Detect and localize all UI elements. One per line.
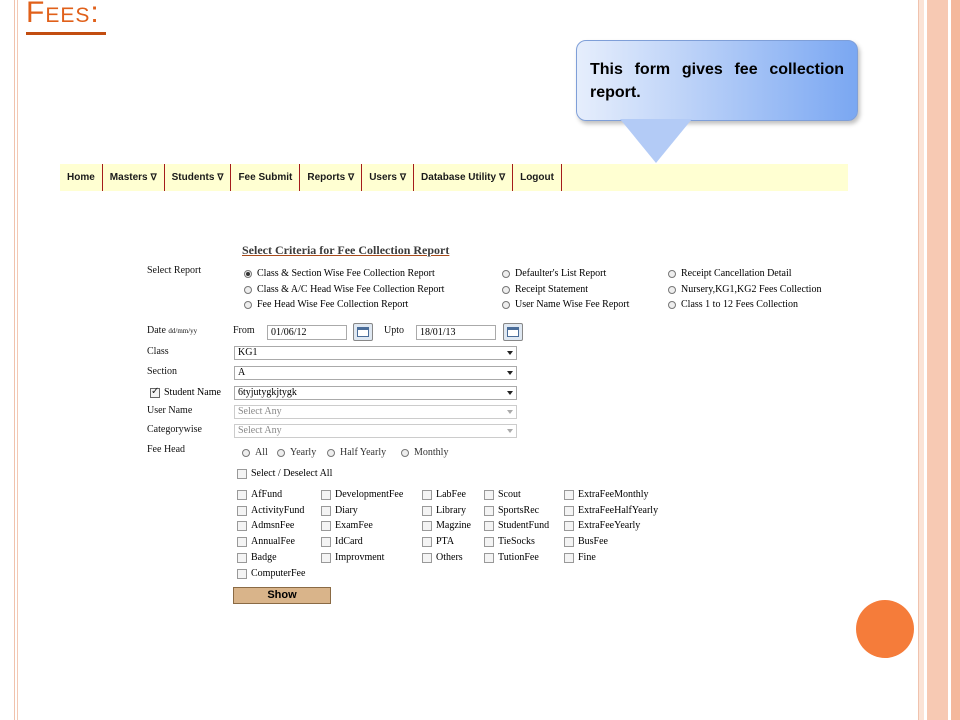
fee-checkbox-idcard[interactable]: IdCard xyxy=(321,536,363,547)
fee-checkbox-extrafeehalfyearly[interactable]: ExtraFeeHalfYearly xyxy=(564,505,658,516)
fee-checkbox-affund[interactable]: AfFund xyxy=(237,489,282,500)
radio-fee-head-wise[interactable]: Fee Head Wise Fee Collection Report xyxy=(244,299,408,310)
callout-text: This form gives fee collection report. xyxy=(590,61,844,101)
upto-date-input[interactable]: 18/01/13 xyxy=(416,325,496,340)
radio-fee-head-yearly[interactable]: Yearly xyxy=(277,447,316,458)
chevron-down-icon xyxy=(507,410,513,414)
fee-head-label: Fee Head xyxy=(147,444,186,455)
menu-home[interactable]: Home xyxy=(60,164,103,191)
fee-checkbox-scout[interactable]: Scout xyxy=(484,489,521,500)
form-title: Select Criteria for Fee Collection Report xyxy=(242,243,450,257)
student-name-checkbox[interactable]: ✓ Student Name xyxy=(150,387,221,398)
categorywise-label: Categorywise xyxy=(147,424,202,435)
class-label: Class xyxy=(147,346,169,357)
radio-user-name-wise[interactable]: User Name Wise Fee Report xyxy=(502,299,629,310)
fee-checkbox-magzine[interactable]: Magzine xyxy=(422,520,471,531)
menu-reports[interactable]: Reports ∇ xyxy=(300,164,362,191)
fee-checkbox-extrafeemonthly[interactable]: ExtraFeeMonthly xyxy=(564,489,649,500)
chevron-down-icon xyxy=(507,391,513,395)
from-label: From xyxy=(233,325,255,336)
fee-checkbox-library[interactable]: Library xyxy=(422,505,466,516)
chevron-down-icon xyxy=(507,429,513,433)
radio-fee-head-monthly[interactable]: Monthly xyxy=(401,447,448,458)
menu-database-utility[interactable]: Database Utility ∇ xyxy=(414,164,513,191)
dropdown-arrow-icon: ∇ xyxy=(217,172,224,182)
fee-checkbox-admsnfee[interactable]: AdmsnFee xyxy=(237,520,294,531)
user-name-select[interactable]: Select Any xyxy=(234,405,517,419)
fee-checkbox-fine[interactable]: Fine xyxy=(564,552,596,563)
fee-checkbox-improvment[interactable]: Improvment xyxy=(321,552,384,563)
date-format-hint: dd/mm/yy xyxy=(168,327,198,335)
fee-checkbox-sportsrec[interactable]: SportsRec xyxy=(484,505,539,516)
chevron-down-icon xyxy=(507,371,513,375)
fee-checkbox-studentfund[interactable]: StudentFund xyxy=(484,520,549,531)
chevron-down-icon xyxy=(507,351,513,355)
radio-fee-head-half-yearly[interactable]: Half Yearly xyxy=(327,447,386,458)
radio-defaulters-list[interactable]: Defaulter's List Report xyxy=(502,268,606,279)
callout-tail xyxy=(620,119,692,163)
user-name-label: User Name xyxy=(147,405,193,416)
dropdown-arrow-icon: ∇ xyxy=(150,172,157,182)
menu-masters[interactable]: Masters ∇ xyxy=(103,164,165,191)
fee-checkbox-labfee[interactable]: LabFee xyxy=(422,489,466,500)
radio-dot-selected xyxy=(244,270,252,278)
slide-title-underline xyxy=(26,32,106,35)
slide-left-border xyxy=(0,0,18,720)
decorative-circle xyxy=(856,600,914,658)
fee-checkbox-computerfee[interactable]: ComputerFee xyxy=(237,568,305,579)
class-select[interactable]: KG1 xyxy=(234,346,517,360)
calendar-icon[interactable] xyxy=(503,323,523,341)
fee-checkbox-tiesocks[interactable]: TieSocks xyxy=(484,536,535,547)
fee-checkbox-tutionfee[interactable]: TutionFee xyxy=(484,552,539,563)
section-select[interactable]: A xyxy=(234,366,517,380)
dropdown-arrow-icon: ∇ xyxy=(400,172,407,182)
radio-fee-head-all[interactable]: All xyxy=(242,447,268,458)
fee-checkbox-developmentfee[interactable]: DevelopmentFee xyxy=(321,489,403,500)
upto-label: Upto xyxy=(384,325,404,336)
from-date-input[interactable]: 01/06/12 xyxy=(267,325,347,340)
slide-right-rule xyxy=(918,0,919,720)
fee-checkbox-extrafeeyearly[interactable]: ExtraFeeYearly xyxy=(564,520,640,531)
show-button[interactable]: Show xyxy=(233,587,331,604)
slide-right-border xyxy=(918,0,960,720)
checkbox-checked xyxy=(150,388,160,398)
fee-checkbox-annualfee[interactable]: AnnualFee xyxy=(237,536,295,547)
menu-users[interactable]: Users ∇ xyxy=(362,164,414,191)
section-label: Section xyxy=(147,366,177,377)
radio-class-1-12-collection[interactable]: Class 1 to 12 Fees Collection xyxy=(668,299,798,310)
fee-checkbox-badge[interactable]: Badge xyxy=(237,552,277,563)
radio-receipt-statement[interactable]: Receipt Statement xyxy=(502,284,588,295)
categorywise-select[interactable]: Select Any xyxy=(234,424,517,438)
fee-checkbox-activityfund[interactable]: ActivityFund xyxy=(237,505,304,516)
radio-receipt-cancellation[interactable]: Receipt Cancellation Detail xyxy=(668,268,792,279)
radio-nursery-kg-collection[interactable]: Nursery,KG1,KG2 Fees Collection xyxy=(668,284,821,295)
fee-checkbox-others[interactable]: Others xyxy=(422,552,463,563)
calendar-icon[interactable] xyxy=(353,323,373,341)
slide-title: Fees: xyxy=(26,0,100,29)
slide-left-rule xyxy=(14,0,15,720)
menu-students[interactable]: Students ∇ xyxy=(165,164,232,191)
menu-logout[interactable]: Logout xyxy=(513,164,562,191)
date-label: Date dd/mm/yy xyxy=(147,325,198,336)
fee-checkbox-busfee[interactable]: BusFee xyxy=(564,536,608,547)
select-report-label: Select Report xyxy=(147,265,202,276)
menu-fee-submit[interactable]: Fee Submit xyxy=(231,164,300,191)
radio-class-ac-head-wise[interactable]: Class & A/C Head Wise Fee Collection Report xyxy=(244,284,444,295)
main-menu-bar xyxy=(60,164,848,191)
dropdown-arrow-icon: ∇ xyxy=(348,172,355,182)
fee-checkbox-examfee[interactable]: ExamFee xyxy=(321,520,373,531)
radio-class-section-wise[interactable]: Class & Section Wise Fee Collection Report xyxy=(244,268,435,279)
dropdown-arrow-icon: ∇ xyxy=(499,172,506,182)
student-name-select[interactable]: 6tyjutygkjtygk xyxy=(234,386,517,400)
fee-checkbox-diary[interactable]: Diary xyxy=(321,505,358,516)
select-deselect-all-checkbox[interactable]: Select / Deselect All xyxy=(237,468,332,479)
fee-checkbox-pta[interactable]: PTA xyxy=(422,536,454,547)
